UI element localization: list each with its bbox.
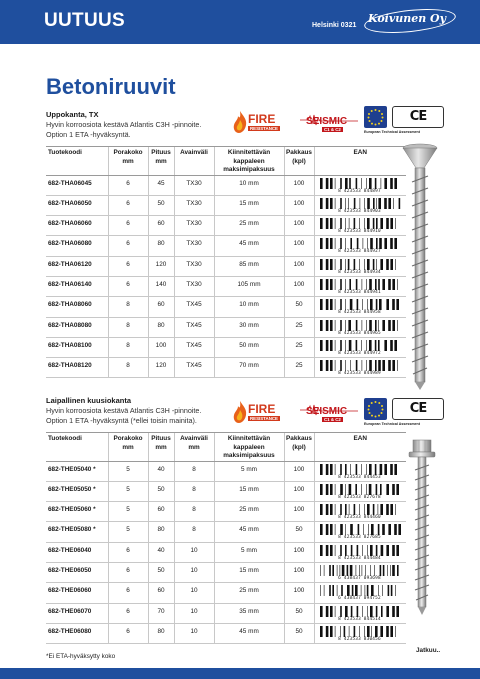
barcode (319, 585, 401, 601)
table-row (46, 623, 406, 643)
ean-number: 8 423533 844989 (319, 371, 401, 376)
table-row (46, 603, 406, 623)
cell-code: 682-THA08060 (46, 297, 108, 317)
table-row (46, 562, 406, 582)
cell-ean (314, 297, 406, 317)
table-row (46, 317, 406, 337)
cell-ean (314, 562, 406, 582)
cell-thick: 25 mm (214, 583, 284, 603)
cell-length: 50 (148, 195, 174, 215)
table-row (46, 256, 406, 276)
section-desc-laipallinen: Hyvin korroosiota kestävä Atlantis C3H -pinnoite. Option 1 ETA -hyväksyntä (*ellei toisin mainita). (46, 406, 202, 425)
barcode (319, 464, 401, 480)
ean-number: 8 423533 844453 (319, 475, 401, 480)
cell-ean (314, 583, 406, 603)
cell-length: 120 (148, 256, 174, 276)
cell-drill: 8 (108, 358, 148, 378)
cell-drill: 5 (108, 502, 148, 522)
cell-key: TX45 (174, 358, 214, 378)
ean-number: 8 423533 844958 (319, 310, 401, 315)
cell-drill: 6 (108, 583, 148, 603)
cell-code: 682-THA06050 (46, 195, 108, 215)
ean-number: 8 423533 844934 (319, 270, 401, 275)
barcode (319, 360, 401, 376)
cell-pack: 25 (284, 337, 314, 357)
cell-ean (314, 236, 406, 256)
barcode (319, 504, 401, 520)
cell-code: 682-THE06070 (46, 603, 108, 623)
cell-drill: 6 (108, 195, 148, 215)
cell-pack: 100 (284, 175, 314, 195)
cell-thick: 15 mm (214, 195, 284, 215)
cell-ean (314, 603, 406, 623)
cell-key: TX45 (174, 297, 214, 317)
cell-thick: 15 mm (214, 481, 284, 501)
cell-code: 682-THE05060 * (46, 502, 108, 522)
cell-code: 682-THA06060 (46, 216, 108, 236)
cell-key: 10 (174, 603, 214, 623)
footnote: *Ei ETA-hyväksytty koko (46, 653, 116, 660)
cell-pack: 100 (284, 276, 314, 296)
ean-number: 6 438437 093698 (319, 576, 401, 581)
cell-thick: 5 mm (214, 542, 284, 562)
cell-thick: 25 mm (214, 502, 284, 522)
cell-pack: 50 (284, 297, 314, 317)
ean-number: 8 423533 844927 (319, 249, 401, 254)
barcode (319, 238, 401, 254)
company-logo: Koivunen Oy (368, 12, 447, 25)
cell-length: 40 (148, 542, 174, 562)
cell-thick: 35 mm (214, 603, 284, 623)
cell-key: 10 (174, 583, 214, 603)
cell-pack: 25 (284, 358, 314, 378)
cell-drill: 8 (108, 317, 148, 337)
cell-drill: 6 (108, 216, 148, 236)
table-row (46, 175, 406, 195)
cell-drill: 6 (108, 236, 148, 256)
cell-key: TX30 (174, 175, 214, 195)
table-row (46, 358, 406, 378)
cell-key: TX30 (174, 236, 214, 256)
table-row (46, 337, 406, 357)
cell-ean (314, 542, 406, 562)
cell-drill: 5 (108, 481, 148, 501)
table-body-laipallinen (46, 461, 406, 644)
cell-pack: 50 (284, 623, 314, 643)
cell-length: 60 (148, 216, 174, 236)
ean-number: 8 423533 844514 (319, 617, 401, 622)
cell-thick: 30 mm (214, 317, 284, 337)
cell-drill: 6 (108, 623, 148, 643)
cell-length: 80 (148, 236, 174, 256)
section-title-uppokanta: Uppokanta, TX (46, 110, 99, 119)
ean-number: 8 423533 844484 (319, 556, 401, 561)
cell-code: 682-THA06140 (46, 276, 108, 296)
hex-flange-screw-image (406, 438, 438, 618)
cell-thick: 45 mm (214, 522, 284, 542)
ean-number: 8 423533 844965 (319, 331, 401, 336)
table-body-uppokanta (46, 175, 406, 378)
table-row (46, 502, 406, 522)
cell-code: 682-THE05040 * (46, 461, 108, 481)
ean-number: 8 423533 827678 (319, 495, 401, 500)
cell-code: 682-THA06080 (46, 236, 108, 256)
cell-ean (314, 481, 406, 501)
ean-number: 8 423533 830456 (319, 637, 401, 642)
cell-ean (314, 502, 406, 522)
cell-length: 80 (148, 522, 174, 542)
cell-ean (314, 317, 406, 337)
product-table-uppokanta (46, 146, 406, 378)
barcode (319, 626, 401, 642)
cell-length: 100 (148, 337, 174, 357)
cell-drill: 5 (108, 522, 148, 542)
ean-number: 8 423533 844460 (319, 515, 401, 520)
ean-number: 6 438437 094752 (319, 596, 401, 601)
cell-key: 8 (174, 461, 214, 481)
footer-bar (0, 668, 480, 679)
cell-thick: 15 mm (214, 562, 284, 582)
continue-label: Jatkuu.. (416, 647, 441, 654)
cell-length: 40 (148, 461, 174, 481)
cell-ean (314, 175, 406, 195)
table-row (46, 583, 406, 603)
cell-code: 682-THE06080 (46, 623, 108, 643)
cell-pack: 100 (284, 542, 314, 562)
cell-thick: 50 mm (214, 337, 284, 357)
cell-key: 10 (174, 623, 214, 643)
ean-number: 8 423533 827685 (319, 535, 401, 540)
cell-thick: 45 mm (214, 236, 284, 256)
cell-length: 80 (148, 623, 174, 643)
cell-thick: 25 mm (214, 216, 284, 236)
ean-number: 8 423533 844941 (319, 290, 401, 295)
eta-ce-logo: CE European Technical Assessment (364, 106, 444, 136)
table-header-row: Tuotekoodi Porakoko mm Pituus mm Avainväli Kiinnitettävän kappaleen maksimipaksuus Pakkaus (kpl) EAN (46, 147, 406, 176)
cell-drill: 8 (108, 297, 148, 317)
seismic-logo: SEISMIC C1 & C2 (300, 110, 358, 136)
table-row (46, 481, 406, 501)
ean-number: 8 423533 844897 (319, 189, 401, 194)
ean-number: 8 423533 844972 (319, 351, 401, 356)
cell-key: 8 (174, 522, 214, 542)
cell-drill: 8 (108, 337, 148, 357)
table-row (46, 236, 406, 256)
cell-thick: 10 mm (214, 175, 284, 195)
cell-ean (314, 337, 406, 357)
ean-number: 8 423533 844910 (319, 229, 401, 234)
cell-length: 80 (148, 317, 174, 337)
cell-pack: 50 (284, 522, 314, 542)
barcode (319, 299, 401, 315)
flame-icon (232, 400, 248, 424)
table-row (46, 216, 406, 236)
cell-thick: 85 mm (214, 256, 284, 276)
ean-number: 8 423533 844903 (319, 209, 401, 214)
table-row (46, 297, 406, 317)
cell-ean (314, 195, 406, 215)
ce-mark: CE (392, 398, 444, 420)
barcode (319, 524, 401, 540)
cell-length: 70 (148, 603, 174, 623)
brand-label: UUTUUS (44, 10, 125, 31)
cell-code: 682-THE06060 (46, 583, 108, 603)
cell-ean (314, 216, 406, 236)
cell-key: TX30 (174, 256, 214, 276)
barcode (319, 259, 401, 275)
cell-key: 10 (174, 562, 214, 582)
product-table-laipallinen (46, 432, 406, 644)
cell-length: 50 (148, 562, 174, 582)
cell-key: TX30 (174, 216, 214, 236)
cell-drill: 6 (108, 276, 148, 296)
countersunk-screw-image (402, 142, 438, 392)
cell-code: 682-THE05080 * (46, 522, 108, 542)
cell-pack: 100 (284, 256, 314, 276)
header-bar (0, 0, 480, 44)
cell-ean (314, 461, 406, 481)
eta-ce-logo-2: CE European Technical Assessment (364, 398, 444, 428)
cell-drill: 6 (108, 603, 148, 623)
barcode (319, 198, 401, 214)
cell-length: 45 (148, 175, 174, 195)
cell-key: TX30 (174, 276, 214, 296)
cell-drill: 6 (108, 175, 148, 195)
eu-flag-icon (364, 398, 387, 420)
barcode (319, 279, 401, 295)
cell-thick: 5 mm (214, 461, 284, 481)
barcode (319, 320, 401, 336)
eu-flag-icon (364, 106, 387, 128)
cell-length: 120 (148, 358, 174, 378)
cell-key: 8 (174, 481, 214, 501)
cell-pack: 50 (284, 603, 314, 623)
barcode (319, 484, 401, 500)
cell-pack: 25 (284, 317, 314, 337)
cell-pack: 100 (284, 216, 314, 236)
table-row (46, 276, 406, 296)
barcode (319, 218, 401, 234)
cell-ean (314, 276, 406, 296)
cell-length: 60 (148, 583, 174, 603)
flame-icon (232, 110, 248, 134)
cell-thick: 45 mm (214, 623, 284, 643)
cell-pack: 100 (284, 236, 314, 256)
cell-pack: 100 (284, 481, 314, 501)
cell-length: 50 (148, 481, 174, 501)
cell-length: 140 (148, 276, 174, 296)
cell-code: 682-THE06040 (46, 542, 108, 562)
cell-drill: 5 (108, 461, 148, 481)
cell-drill: 6 (108, 256, 148, 276)
cell-ean (314, 358, 406, 378)
cell-code: 682-THE06050 (46, 562, 108, 582)
cell-pack: 100 (284, 195, 314, 215)
barcode (319, 606, 401, 622)
cell-code: 682-THA08120 (46, 358, 108, 378)
cell-code: 682-THA06045 (46, 175, 108, 195)
barcode (319, 565, 401, 581)
cell-key: 10 (174, 542, 214, 562)
table-row (46, 542, 406, 562)
fire-resistance-logo: FIRE RESISTANCE (232, 110, 286, 136)
barcode (319, 178, 401, 194)
table-header-row: Tuotekoodi Porakoko mm Pituus mm Avainväli mm Kiinnitettävän kappaleen maksimipaksuus Pakkaus (kpl) EAN (46, 433, 406, 462)
cell-key: TX45 (174, 337, 214, 357)
cell-code: 682-THE05050 * (46, 481, 108, 501)
city-date: Helsinki 0321 (312, 22, 357, 29)
ce-mark: CE (392, 106, 444, 128)
cell-pack: 100 (284, 461, 314, 481)
cell-pack: 100 (284, 502, 314, 522)
cell-thick: 105 mm (214, 276, 284, 296)
cell-drill: 6 (108, 542, 148, 562)
table-row (46, 522, 406, 542)
cell-pack: 100 (284, 562, 314, 582)
section-title-laipallinen: Laipallinen kuusiokanta (46, 396, 132, 405)
cell-code: 682-THA08100 (46, 337, 108, 357)
cell-key: 8 (174, 502, 214, 522)
seismic-logo-2: SEISMIC C1 & C2 (300, 400, 358, 426)
page-title: Betoniruuvit (46, 74, 176, 99)
table-row (46, 195, 406, 215)
cell-pack: 100 (284, 583, 314, 603)
cell-length: 60 (148, 502, 174, 522)
fire-resistance-logo-2: FIRE RESISTANCE (232, 400, 286, 426)
cell-drill: 6 (108, 562, 148, 582)
cell-code: 682-THA08080 (46, 317, 108, 337)
cell-ean (314, 256, 406, 276)
cell-ean (314, 623, 406, 643)
cell-key: TX45 (174, 317, 214, 337)
cell-thick: 70 mm (214, 358, 284, 378)
cell-length: 60 (148, 297, 174, 317)
cell-ean (314, 522, 406, 542)
cell-key: TX30 (174, 195, 214, 215)
table-row (46, 461, 406, 481)
barcode (319, 340, 401, 356)
barcode (319, 545, 401, 561)
cell-code: 682-THA06120 (46, 256, 108, 276)
section-desc-uppokanta: Hyvin korroosiota kestävä Atlantis C3H -pinnoite. Option 1 ETA -hyväksyntä. (46, 120, 202, 139)
cell-thick: 10 mm (214, 297, 284, 317)
